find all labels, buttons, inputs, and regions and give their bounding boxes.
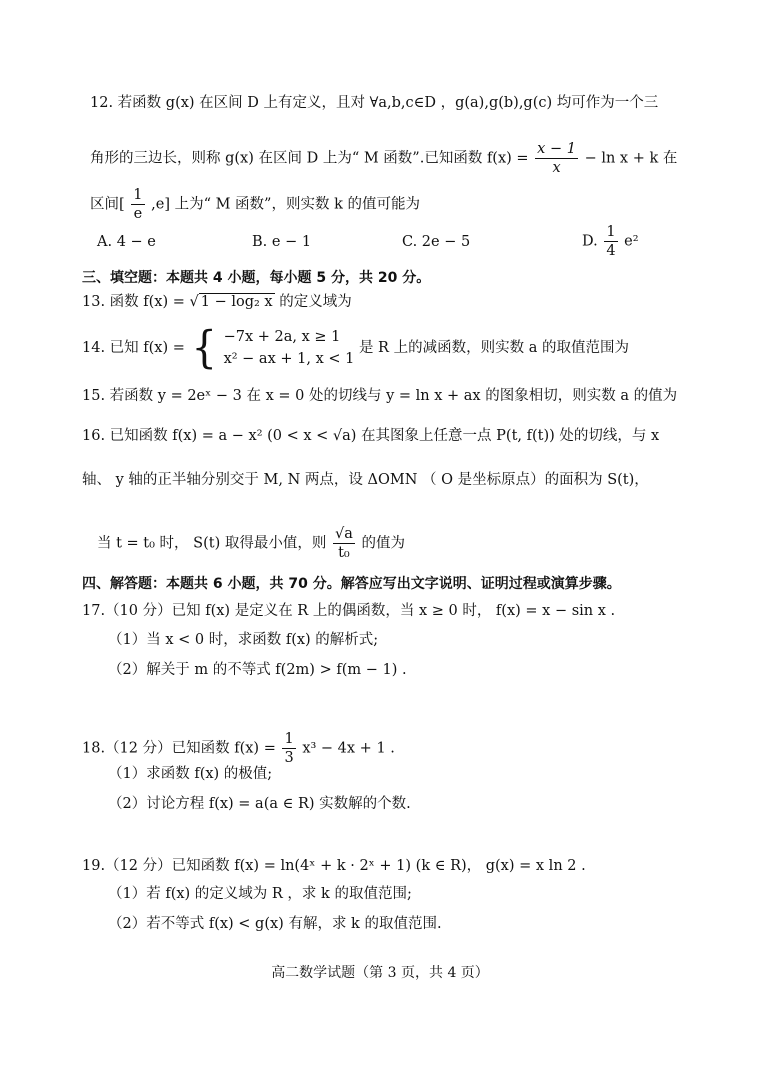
q12-optd-fraction [604, 223, 617, 260]
q19-part1: （1）若 f(x) 的定义域为 R ，求 k 的取值范围; [108, 886, 412, 902]
q16-line3 [97, 525, 405, 562]
q12-fraction [535, 140, 578, 177]
q18-frac-den: 3 [284, 750, 294, 766]
q17-stem: 17.（10 分）已知 f(x) 是定义在 R 上的偶函数，当 x ≥ 0 时， f(x) = x − sin x . [82, 603, 616, 619]
option-label: A. [97, 234, 113, 250]
q14-text-b: 是 R 上的减函数，则实数 a 的取值范围为 [358, 340, 629, 356]
q14 [82, 322, 629, 374]
q12-text-line2b: − ln x + k 在 [584, 150, 678, 167]
q13 [82, 292, 352, 312]
option-text: e − 1 [271, 234, 312, 250]
q12-text-line2a: 角形的三边长，则称 g(x) 在区间 D 上为“ M 函数”.已知函数 f(x) = [90, 150, 534, 167]
option-label: B. [252, 234, 268, 250]
q15: 15. 若函数 y = 2eˣ − 3 在 x = 0 处的切线与 y = ln x + ax 的图象相切，则实数 a 的值为 [82, 388, 678, 404]
q16-text-line3b: 的值为 [361, 535, 405, 552]
q12-int-num: 1 [133, 187, 143, 203]
q12-line2 [90, 140, 677, 177]
q12-frac-num: x − 1 [537, 141, 576, 157]
q12-int-den: e [133, 206, 143, 222]
sqrt-sign: √ [189, 294, 199, 310]
option-text: e² [624, 233, 639, 250]
q14-case2: x² − ax + 1, x < 1 [223, 351, 355, 367]
q12-frac-den: x [552, 160, 561, 176]
q13-text-a: 13. 函数 f(x) = [82, 294, 190, 310]
q12-optd-num: 1 [606, 224, 616, 240]
q12-option-a [97, 232, 156, 252]
q17-part2: （2）解关于 m 的不等式 f(2m) > f(m − 1) . [108, 662, 407, 678]
page-footer: 高二数学试题（第 3 页，共 4 页） [271, 965, 489, 981]
left-brace: { [191, 322, 217, 374]
q16-line1: 16. 已知函数 f(x) = a − x² (0 < x < √a) 在其图象上任意一点 P(t, f(t)) 处的切线，与 x [82, 428, 660, 444]
q16-text-line3a: 当 t = t₀ 时， S(t) 取得最小值，则 [97, 535, 331, 552]
q19-stem: 19.（12 分）已知函数 f(x) = ln(4ˣ + k · 2ˣ + 1) (k ∈ R)， g(x) = x ln 2 . [82, 858, 586, 874]
q17-part1: （1）当 x < 0 时，求函数 f(x) 的解析式; [108, 632, 379, 648]
q12-optd-den: 4 [606, 243, 616, 259]
q18-text-b: x³ − 4x + 1 . [302, 740, 395, 757]
q12-interval-fraction [131, 186, 144, 223]
q18-part1: （1）求函数 f(x) 的极值; [108, 766, 273, 782]
q14-cases [224, 326, 355, 370]
q18-text-a: 18.（12 分）已知函数 f(x) = [82, 740, 281, 757]
q14-text-a: 14. 已知 f(x) = [82, 340, 190, 356]
q12-text-line3b: ,e] 上为“ M 函数”，则实数 k 的值可能为 [151, 196, 420, 213]
q12-option-b [252, 232, 311, 252]
q14-case1: −7x + 2a, x ≥ 1 [223, 329, 341, 345]
q18-fraction [282, 730, 295, 767]
option-text: 2e − 5 [421, 234, 471, 250]
q18-part2: （2）讨论方程 f(x) = a(a ∈ R) 实数解的个数. [108, 796, 411, 812]
option-label: C. [402, 234, 418, 250]
option-text: 4 − e [116, 234, 156, 250]
q12-line3 [90, 186, 420, 223]
q12-option-d [582, 223, 639, 260]
section3-heading: 三、填空题：本题共 4 小题，每小题 5 分，共 20 分。 [82, 270, 431, 286]
q16-line2: 轴、 y 轴的正半轴分别交于 M, N 两点，设 ΔOMN （ O 是坐标原点）的面积为 S(t)， [82, 472, 649, 488]
q12-text-line3a: 区间[ [90, 196, 125, 213]
q12-line1 [90, 93, 658, 113]
q13-text-b: 的定义域为 [279, 294, 352, 310]
q12-option-c [402, 232, 470, 252]
q12-text-line1: 若函数 g(x) 在区间 D 上有定义，且对 ∀a,b,c∈D ，g(a),g(b),g(c) 均可作为一个三 [117, 95, 659, 111]
q13-sqrt-radicand: 1 − log₂ x [200, 294, 273, 310]
q16-frac-num: √a [334, 526, 353, 542]
q12-number: 12. [90, 95, 114, 111]
section4-heading: 四、解答题：本题共 6 小题，共 70 分。解答应写出文字说明、证明过程或演算步骤。 [82, 576, 621, 592]
q16-frac-den: t₀ [338, 545, 350, 561]
q19-part2: （2）若不等式 f(x) < g(x) 有解，求 k 的取值范围. [108, 916, 442, 932]
q18-frac-num: 1 [284, 731, 294, 747]
option-label: D. [582, 233, 598, 250]
q16-fraction [333, 525, 355, 562]
q18-stem [82, 730, 395, 767]
